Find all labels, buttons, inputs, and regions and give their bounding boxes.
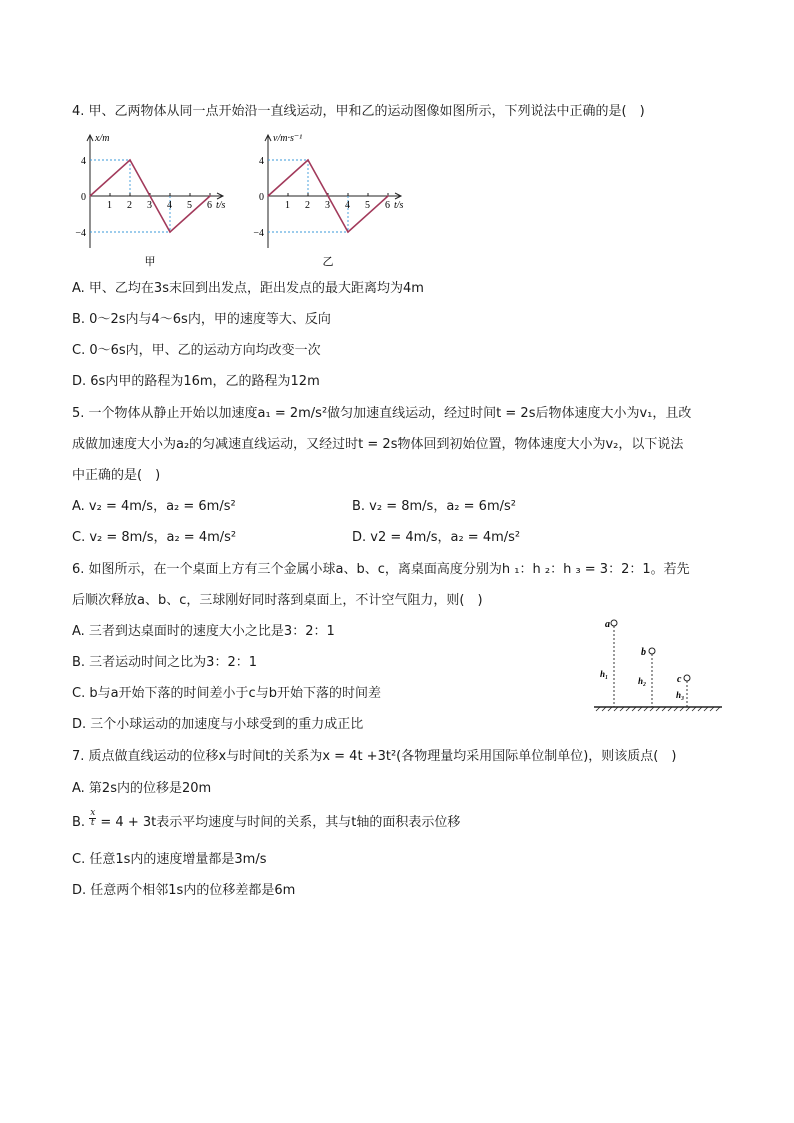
- q5-stem-line3: 中正确的是( ): [72, 468, 161, 483]
- data-point: [129, 159, 131, 161]
- q7-option-a[interactable]: A. 第2s内的位移是20m: [72, 781, 212, 796]
- x-tick-label: 6: [385, 200, 390, 211]
- q5-option-b[interactable]: B. v₂ = 8m/s，a₂ = 6m/s²: [352, 499, 516, 514]
- y-tick-label: 0: [259, 192, 264, 203]
- falling-balls-figure: [590, 612, 730, 722]
- data-point: [169, 231, 171, 233]
- q4-option-b[interactable]: B. 0～2s内与4～6s内，甲的速度等大、反向: [72, 312, 331, 327]
- fraction-denominator: t: [90, 818, 95, 828]
- data-point: [209, 195, 211, 197]
- graph-yi: [253, 130, 428, 270]
- label-c: c: [677, 674, 682, 685]
- q7-stem: 7. 质点做直线运动的位移x与时间t的关系为x = 4t +3t²(各物理量均采用国际单位制单位)，则该质点( ): [72, 749, 677, 764]
- x-tick-label: 3: [147, 200, 152, 211]
- y-tick-label: −4: [253, 228, 264, 239]
- x-tick-label: 2: [127, 200, 132, 211]
- q5-stem-line1: 5. 一个物体从静止开始以加速度a₁ = 2m/s²做匀加速直线运动，经过时间t = 2s后物体速度大小为v₁，且改: [72, 406, 692, 421]
- data-point: [307, 159, 309, 161]
- q6-option-a[interactable]: A. 三者到达桌面时的速度大小之比是3：2：1: [72, 624, 335, 639]
- label-a: a: [605, 619, 610, 630]
- graph-jia: [75, 130, 250, 270]
- q7-option-c[interactable]: C. 任意1s内的速度增量都是3m/s: [72, 852, 267, 867]
- y-axis-label: v/m·s⁻¹: [273, 133, 303, 144]
- q4-option-a[interactable]: A. 甲、乙均在3s末回到出发点，距出发点的最大距离均为4m: [72, 281, 424, 296]
- label-h3: h₃: [676, 690, 685, 700]
- x-tick-label: 4: [345, 200, 350, 211]
- q7-option-b-prefix: B.: [72, 815, 90, 830]
- ball-b: [649, 648, 655, 654]
- graph-caption: 甲: [144, 255, 156, 268]
- q7-option-d[interactable]: D. 任意两个相邻1s内的位移差都是6m: [72, 883, 296, 898]
- q5-option-d[interactable]: D. v2 = 4m/s，a₂ = 4m/s²: [352, 530, 521, 545]
- q4-option-c[interactable]: C. 0～6s内，甲、乙的运动方向均改变一次: [72, 343, 321, 358]
- ball-c: [684, 675, 690, 681]
- q5-option-c[interactable]: C. v₂ = 8m/s，a₂ = 4m/s²: [72, 530, 237, 545]
- label-h1: h₁: [600, 669, 609, 679]
- y-tick-label: 4: [259, 156, 264, 167]
- q6-option-b[interactable]: B. 三者运动时间之比为3：2：1: [72, 655, 257, 670]
- y-axis-label: x/m: [95, 133, 110, 144]
- data-point: [387, 195, 389, 197]
- y-tick-label: 4: [81, 156, 86, 167]
- y-tick-label: 0: [81, 192, 86, 203]
- label-h2: h₂: [638, 676, 647, 686]
- q6-option-d[interactable]: D. 三个小球运动的加速度与小球受到的重力成正比: [72, 717, 364, 732]
- data-point: [89, 195, 91, 197]
- x-axis-label: t/s: [216, 200, 226, 211]
- x-tick-label: 1: [285, 200, 290, 211]
- x-axis-label: t/s: [394, 200, 404, 211]
- x-tick-label: 6: [207, 200, 212, 211]
- q4-option-d[interactable]: D. 6s内甲的路程为16m，乙的路程为12m: [72, 374, 320, 389]
- x-tick-label: 2: [305, 200, 310, 211]
- x-tick-label: 1: [107, 200, 112, 211]
- data-point: [267, 195, 269, 197]
- x-tick-label: 3: [325, 200, 330, 211]
- q5-option-a[interactable]: A. v₂ = 4m/s，a₂ = 6m/s²: [72, 499, 236, 514]
- q7-option-b[interactable]: [72, 808, 461, 832]
- graph-caption: 乙: [322, 255, 334, 268]
- q6-option-c[interactable]: C. b与a开始下落的时间差小于c与b开始下落的时间差: [72, 686, 381, 701]
- q6-stem-line1: 6. 如图所示，在一个桌面上方有三个金属小球a、b、c，离桌面高度分别为h ₁：h ₂：h ₃ = 3：2：1。若先: [72, 562, 690, 577]
- q5-stem-line2: 成做加速度大小为a₂的匀减速直线运动，又经过时t = 2s物体回到初始位置，物体速度大小为v₂，以下说法: [72, 437, 684, 452]
- fraction-numerator: x: [90, 808, 96, 818]
- x-tick-label: 4: [167, 200, 172, 211]
- q6-stem-line2: 后顺次释放a、b、c，三球刚好同时落到桌面上，不计空气阻力，则( ): [72, 593, 483, 608]
- ball-a: [611, 620, 617, 626]
- data-point: [347, 231, 349, 233]
- q7-option-b-text: = 4 + 3t表示平均速度与时间的关系，其与t轴的面积表示位移: [96, 815, 461, 830]
- y-tick-label: −4: [75, 228, 86, 239]
- label-b: b: [641, 647, 646, 658]
- q4-stem: 4. 甲、乙两物体从同一点开始沿一直线运动，甲和乙的运动图像如图所示，下列说法中正确的是( ): [72, 104, 645, 119]
- x-tick-label: 5: [365, 200, 370, 211]
- x-tick-label: 5: [187, 200, 192, 211]
